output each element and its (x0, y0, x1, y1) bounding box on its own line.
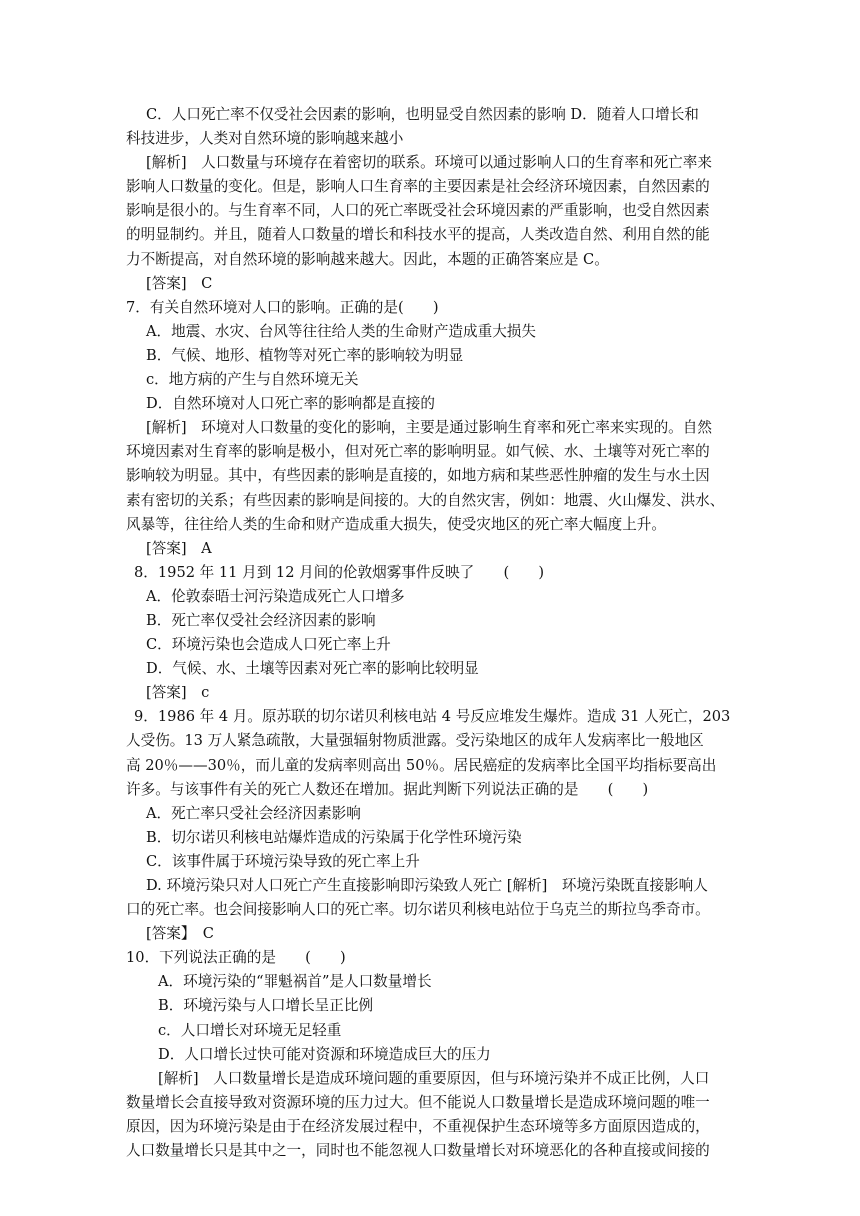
text-line: [答案] A (146, 539, 212, 557)
document-body (126, 103, 738, 1163)
text-line: 原因，因为环境污染是由于在经济发展过程中，不重视保护生态环境等多方面原因造成的， (126, 1117, 710, 1135)
text-line: 素有密切的关系；有些因素的影响是间接的。大的自然灾害，例如：地震、火山爆发、洪水、 (126, 491, 725, 509)
text-line: 力不断提高，对自然环境的影响越来越大。因此，本题的正确答案应是 C。 (126, 250, 609, 268)
text-line: 人受伤。13 万人紧急疏散，大量强辐射物质泄露。受污染地区的成年人发病率比一般地区 (126, 732, 704, 750)
text-line: 科技进步，人类对自然环境的影响越来越小 (126, 130, 404, 148)
text-line: 许多。与该事件有关的死亡人数还在增加。据此判断下列说法正确的是 ( ) (126, 780, 649, 798)
text-line: D．人口增长过快可能对资源和环境造成巨大的压力 (158, 1045, 491, 1063)
text-line: 数量增长会直接导致对资源环境的压力过大。但不能说人口数量增长是造成环境问题的唯一 (126, 1093, 710, 1111)
text-line: 口的死亡率。也会间接影响人口的死亡率。切尔诺贝利核电站位于乌克兰的斯拉鸟季奇市。 (126, 901, 710, 919)
text-line: B．气候、地形、植物等对死亡率的影响较为明显 (146, 346, 464, 364)
text-line: [解析] 人口数量增长是造成环境问题的重要原因，但与环境污染并不成正比例，人口 (158, 1069, 710, 1087)
text-line: 的明显制约。并且，随着人口数量的增长和科技水平的提高，人类改造自然、利用自然的能 (126, 226, 710, 244)
text-line: A．地震、水灾、台风等往往给人类的生命财产造成重大损失 (146, 322, 536, 340)
text-line: [解析] 人口数量与环境存在着密切的联系。环境可以通过影响人口的生育率和死亡率来 (146, 154, 712, 172)
text-line: 影响是很小的。与生育率不同，人口的死亡率既受社会环境因素的严重影响，也受自然因素 (126, 202, 710, 220)
text-line: B．切尔诺贝利核电站爆炸造成的污染属于化学性环境污染 (146, 828, 522, 846)
text-line: B．环境污染与人口增长呈正比例 (158, 997, 374, 1015)
text-line: 8．1952 年 11 月到 12 月间的伦敦烟雾事件反映了 ( ) (134, 563, 545, 581)
text-line: [答案] C (146, 274, 213, 292)
text-line: C．人口死亡率不仅受社会因素的影响，也明显受自然因素的影响 D．随着人口增长和 (146, 106, 699, 123)
text-line: 高 20％——30％，而儿童的发病率则高出 50％。居民癌症的发病率比全国平均指标要高出 (126, 756, 717, 774)
text-line: C．环境污染也会造成人口死亡率上升 (146, 636, 391, 654)
text-line: 人口数量增长只是其中之一，同时也不能忽视人口数量增长对环境恶化的各种直接或间接的 (126, 1142, 710, 1160)
text-line: 9．1986 年 4 月。原苏联的切尔诺贝利核电站 4 号反应堆发生爆炸。造成 31 人死亡，203 (134, 708, 731, 726)
text-line: A．死亡率只受社会经济因素影响 (146, 804, 361, 822)
text-line: 10．下列说法正确的是 ( ) (126, 949, 346, 967)
text-line: C．该事件属于环境污染导致的死亡率上升 (146, 852, 420, 870)
text-line: A．伦敦泰晤士河污染造成死亡人口增多 (146, 587, 405, 605)
text-line: c．人口增长对环境无足轻重 (158, 1021, 342, 1039)
text-line: D. 环境污染只对人口死亡产生直接影响即污染致人死亡 [解析] 环境污染既直接影响人 (146, 877, 708, 894)
text-line: D．气候、水、土壤等因素对死亡率的影响比较明显 (146, 660, 479, 678)
text-line: c．地方病的产生与自然环境无关 (146, 371, 359, 389)
text-line: B．死亡率仅受社会经济因素的影响 (146, 611, 376, 629)
text-line: 环境因素对生育率的影响是极小，但对死亡率的影响明显。如气候、水、土壤等对死亡率的 (126, 443, 710, 461)
text-line: [解析] 环境对人口数量的变化的影响，主要是通过影响生育率和死亡率来实现的。自然 (146, 419, 712, 437)
text-line: 影响人口数量的变化。但是，影响人口生育率的主要因素是社会经济环境因素，自然因素的 (126, 178, 710, 196)
text-line: 风暴等，往往给人类的生命和财产造成重大损失，使受灾地区的死亡率大幅度上升。 (126, 515, 666, 533)
text-line: [答案] c (146, 684, 210, 702)
text-line: 影响较为明显。其中，有些因素的影响是直接的，如地方病和某些恶性肿瘤的发生与水土因 (126, 467, 710, 485)
text-line: 7．有关自然环境对人口的影响。正确的是( ) (126, 298, 439, 316)
text-line: D．自然环境对人口死亡率的影响都是直接的 (146, 395, 435, 413)
text-line: A．环境污染的“罪魁祸首”是人口数量增长 (158, 973, 432, 991)
text-line: [答案】 C (146, 925, 214, 943)
